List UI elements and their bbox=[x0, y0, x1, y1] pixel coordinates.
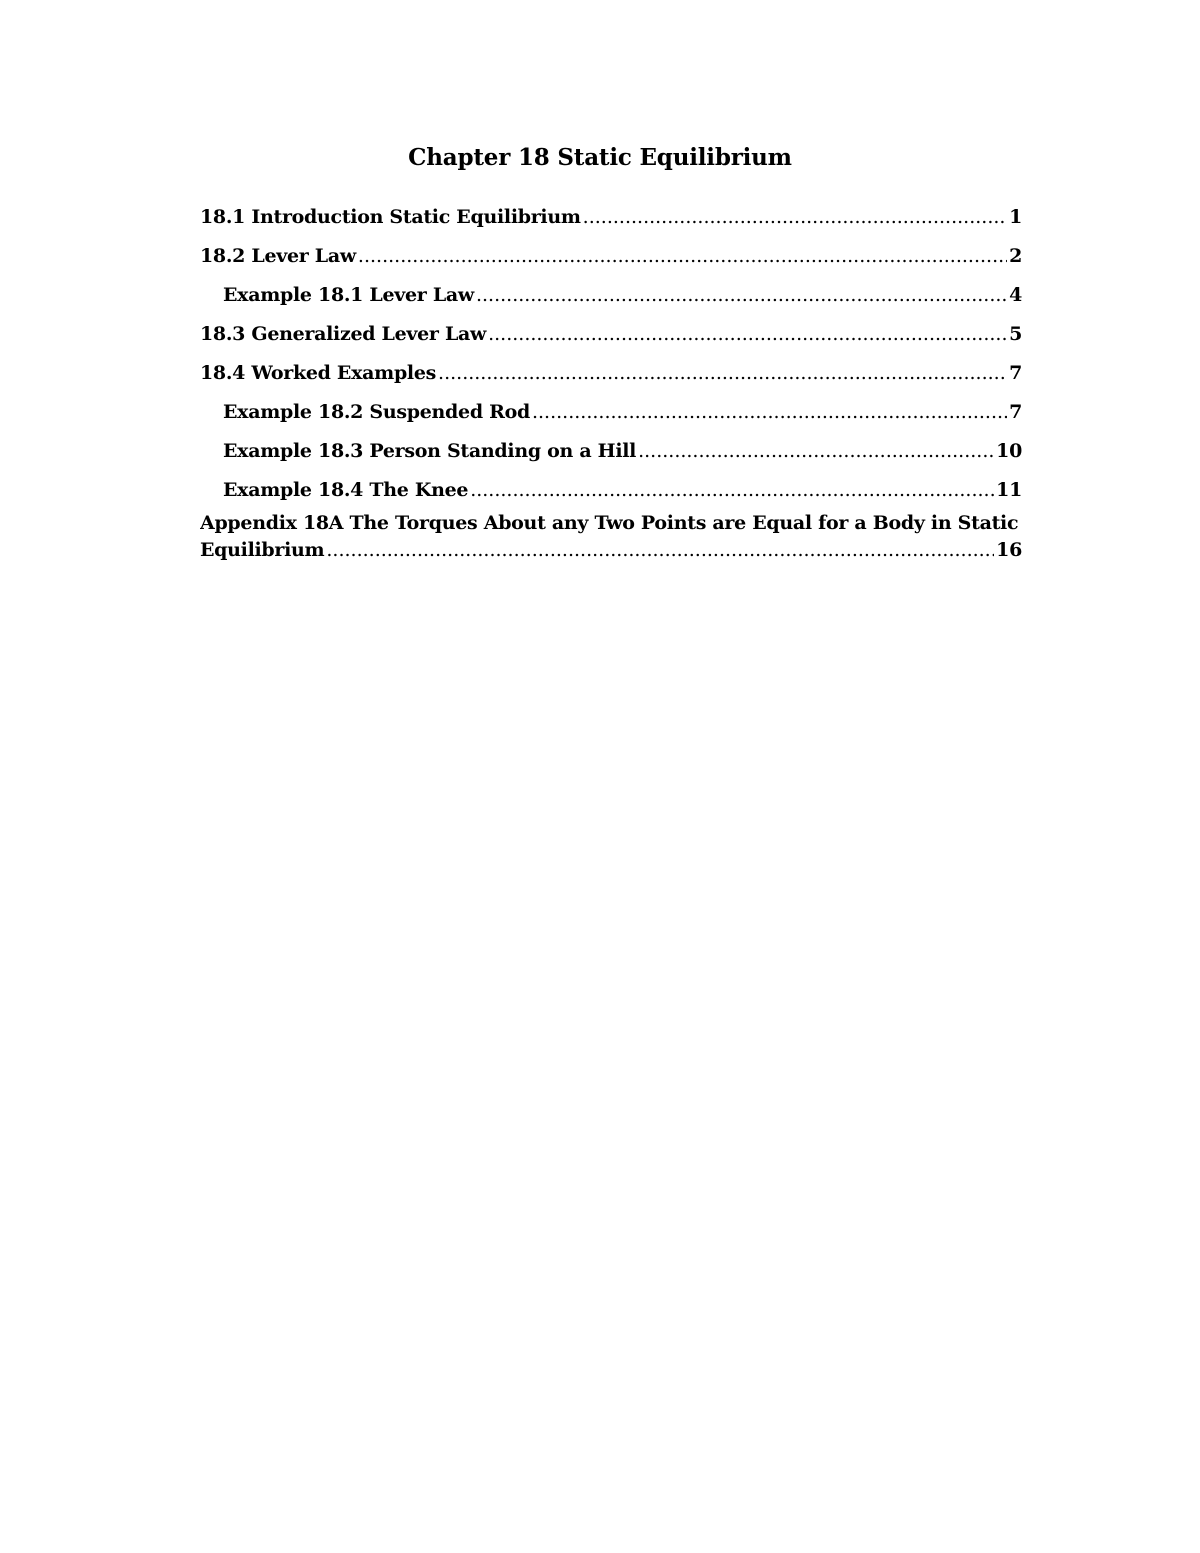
toc-entry[interactable] bbox=[200, 276, 1022, 315]
toc-entry[interactable] bbox=[200, 315, 1022, 354]
toc-page-number: 16 bbox=[996, 539, 1022, 561]
toc-dot-leader bbox=[638, 432, 994, 471]
toc-entry-label-continued: Equilibrium bbox=[200, 539, 325, 561]
toc-dot-leader bbox=[326, 537, 994, 564]
toc-page-number: 7 bbox=[1009, 362, 1022, 384]
toc-dot-leader bbox=[583, 198, 1007, 237]
table-of-contents bbox=[200, 198, 1022, 564]
toc-page-number: 4 bbox=[1009, 284, 1022, 306]
toc-entry-label: 18.1 Introduction Static Equilibrium bbox=[200, 206, 581, 228]
toc-entry-label: 18.4 Worked Examples bbox=[200, 362, 437, 384]
toc-dot-leader bbox=[358, 237, 1007, 276]
toc-page-number: 5 bbox=[1009, 323, 1022, 345]
toc-entry[interactable] bbox=[200, 393, 1022, 432]
toc-dot-leader bbox=[476, 276, 1007, 315]
toc-entry-label: Appendix 18A The Torques About any Two Points are Equal for a Body in Static bbox=[200, 512, 1019, 534]
toc-entry-appendix[interactable] bbox=[200, 510, 1022, 564]
toc-dot-leader bbox=[470, 471, 994, 510]
toc-entry-label: Example 18.3 Person Standing on a Hill bbox=[223, 440, 637, 462]
toc-page-number: 1 bbox=[1009, 206, 1022, 228]
toc-page-number: 2 bbox=[1009, 245, 1022, 267]
toc-page-number: 10 bbox=[996, 440, 1022, 462]
toc-entry[interactable] bbox=[200, 237, 1022, 276]
toc-entry[interactable] bbox=[200, 432, 1022, 471]
toc-page-number: 11 bbox=[996, 479, 1022, 501]
toc-entry-label: Example 18.2 Suspended Rod bbox=[223, 401, 530, 423]
toc-entry-label: 18.3 Generalized Lever Law bbox=[200, 323, 487, 345]
toc-entry[interactable] bbox=[200, 471, 1022, 510]
toc-entry-continuation bbox=[200, 537, 1022, 564]
toc-dot-leader bbox=[438, 354, 1007, 393]
toc-entry[interactable] bbox=[200, 354, 1022, 393]
toc-entry[interactable] bbox=[200, 198, 1022, 237]
toc-entry-label: 18.2 Lever Law bbox=[200, 245, 356, 267]
toc-page-number: 7 bbox=[1009, 401, 1022, 423]
toc-dot-leader bbox=[488, 315, 1007, 354]
toc-dot-leader bbox=[532, 393, 1007, 432]
toc-entry-label: Example 18.1 Lever Law bbox=[223, 284, 474, 306]
toc-entry-label: Example 18.4 The Knee bbox=[223, 479, 469, 501]
page-title: Chapter 18 Static Equilibrium bbox=[408, 144, 792, 171]
